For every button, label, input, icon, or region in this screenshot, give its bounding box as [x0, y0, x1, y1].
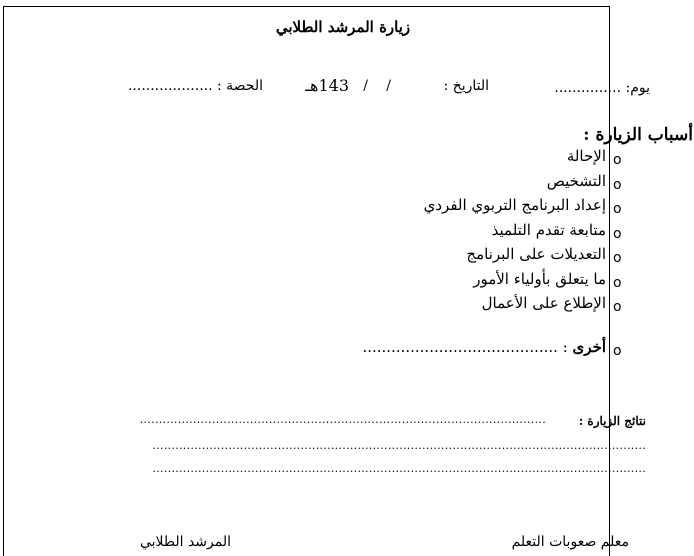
results-line-2: .................................................................................................................................. [152, 439, 646, 452]
results-line-1: ........................................................................................................... [139, 413, 546, 426]
other-label: أخرى [572, 338, 606, 356]
results-label: نتائج الزيارة : [578, 414, 646, 428]
reason-item: الإطلاع على الأعمال [481, 294, 606, 312]
counselor-signature: المرشد الطلابي [139, 534, 231, 550]
day-field: يوم: ............... [554, 80, 650, 96]
checkbox-reason[interactable]: o [613, 299, 622, 315]
reason-item: إعداد البرنامج التربوي الفردي [423, 196, 606, 214]
checkbox-reason[interactable]: o [613, 176, 622, 193]
checkbox-reason[interactable]: o [613, 152, 622, 168]
form-title: زيارة المرشد الطلابي [275, 18, 411, 36]
checkbox-other[interactable]: o [613, 343, 622, 359]
checkbox-reason[interactable]: o [613, 225, 622, 242]
reason-item: متابعة تقدم التلميذ [491, 220, 606, 239]
checkbox-reason[interactable]: o [613, 201, 622, 217]
date-label: التاريخ : [443, 78, 489, 94]
period-field: الحصة : ................... [127, 78, 263, 94]
reason-item: التعديلات على البرنامج [466, 245, 606, 263]
hijri-year: 143هـ [305, 76, 349, 95]
reason-item: الإحالة [566, 147, 606, 165]
other-reason [362, 338, 606, 356]
checkbox-reason[interactable]: o [613, 250, 622, 266]
date-slash-1: / [386, 78, 391, 94]
checkbox-reason[interactable]: o [613, 274, 622, 291]
reason-item: التشخيص [546, 171, 606, 190]
date-slash-2: / [363, 78, 368, 94]
other-dots: : ......................................... [362, 338, 573, 356]
teacher-signature: معلم صعوبات التعلم [511, 534, 629, 550]
results-line-3: .................................................................................................................................. [152, 462, 646, 475]
reason-item: ما يتعلق بأولياء الأمور [473, 269, 606, 288]
reasons-heading: أسباب الزيارة : [583, 125, 693, 145]
